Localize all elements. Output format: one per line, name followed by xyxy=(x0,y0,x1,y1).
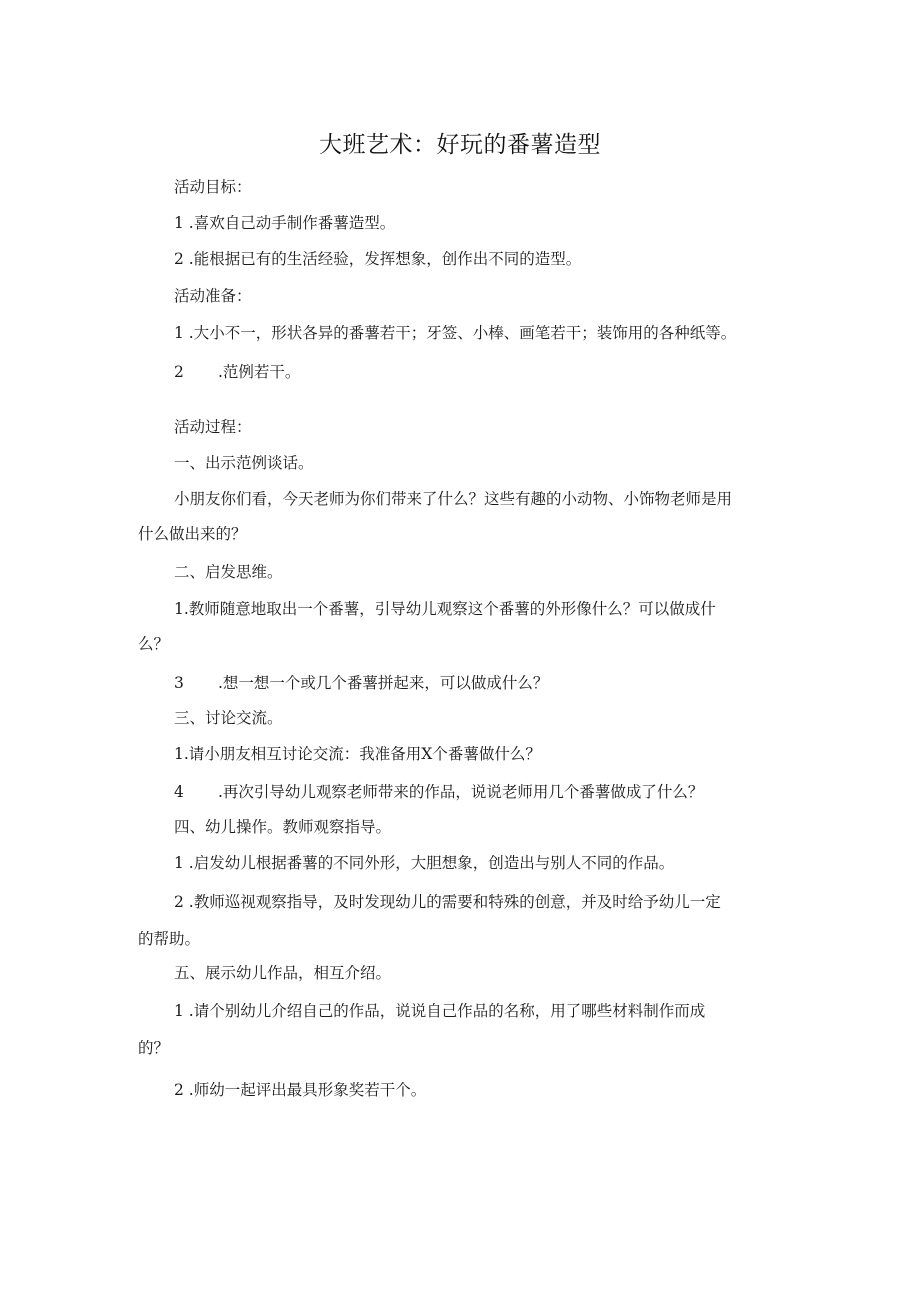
section-5-item-1-line-1: 1 .请个别幼儿介绍自己的作品，说说自己作品的名称，用了哪些材料制作而成 xyxy=(174,1002,706,1020)
section-1-paragraph-line-1: 小朋友你们看，今天老师为你们带来了什么？这些有趣的小动物、小饰物老师是用 xyxy=(174,490,733,508)
goal-item-2: 2 .能根据已有的生活经验，发挥想象，创作出不同的造型。 xyxy=(174,250,582,268)
document-title: 大班艺术：好玩的番薯造型 xyxy=(319,132,601,158)
section-3-item-2-text: .再次引导幼儿观察老师带来的作品，说说老师用几个番薯做成了什么？ xyxy=(218,783,704,801)
section-2-item-2-text: .想一想一个或几个番薯拼起来，可以做成什么？ xyxy=(218,674,549,692)
section-4-item-2-line-2: 的帮助。 xyxy=(138,930,201,948)
section-2-heading: 二、启发思维。 xyxy=(174,563,283,581)
section-3-item-2-number: 4 xyxy=(174,783,184,801)
prep-item-2-text: .范例若干。 xyxy=(218,363,301,381)
section-1-paragraph-line-2: 什么做出来的？ xyxy=(138,525,247,543)
prep-heading: 活动准备： xyxy=(174,287,252,305)
section-2-item-1-line-2: 么？ xyxy=(138,635,170,653)
section-3-item-2 xyxy=(174,782,703,802)
section-2-item-2 xyxy=(174,673,548,693)
process-heading: 活动过程： xyxy=(174,418,252,436)
prep-item-2 xyxy=(174,362,300,382)
section-5-heading: 五、展示幼儿作品，相互介绍。 xyxy=(174,964,392,982)
goals-heading: 活动目标： xyxy=(174,178,252,196)
section-2-item-2-number: 3 xyxy=(174,674,184,692)
section-4-item-1: 1 .启发幼儿根据番薯的不同外形，大胆想象，创造出与别人不同的作品。 xyxy=(174,854,675,872)
section-5-item-2: 2 .师幼一起评出最具形象奖若干个。 xyxy=(174,1081,427,1099)
section-3-item-1: 1.请小朋友相互讨论交流：我准备用X个番薯做什么？ xyxy=(174,745,541,763)
section-3-heading: 三、讨论交流。 xyxy=(174,709,283,727)
section-4-item-2-line-1: 2 .教师巡视观察指导，及时发现幼儿的需要和特殊的创意，并及时给予幼儿一定 xyxy=(174,893,721,911)
section-5-item-1-line-2: 的？ xyxy=(138,1039,170,1057)
prep-item-2-number: 2 xyxy=(174,363,184,381)
section-1-heading: 一、出示范例谈话。 xyxy=(174,454,314,472)
prep-item-1: 1 .大小不一，形状各异的番薯若干；牙签、小棒、画笔若干；装饰用的各种纸等。 xyxy=(174,324,737,342)
section-2-item-1-line-1: 1.教师随意地取出一个番薯，引导幼儿观察这个番薯的外形像什么？可以做成什 xyxy=(174,600,716,618)
goal-item-1: 1 .喜欢自己动手制作番薯造型。 xyxy=(174,214,396,232)
section-4-heading: 四、幼儿操作。教师观察指导。 xyxy=(174,818,392,836)
